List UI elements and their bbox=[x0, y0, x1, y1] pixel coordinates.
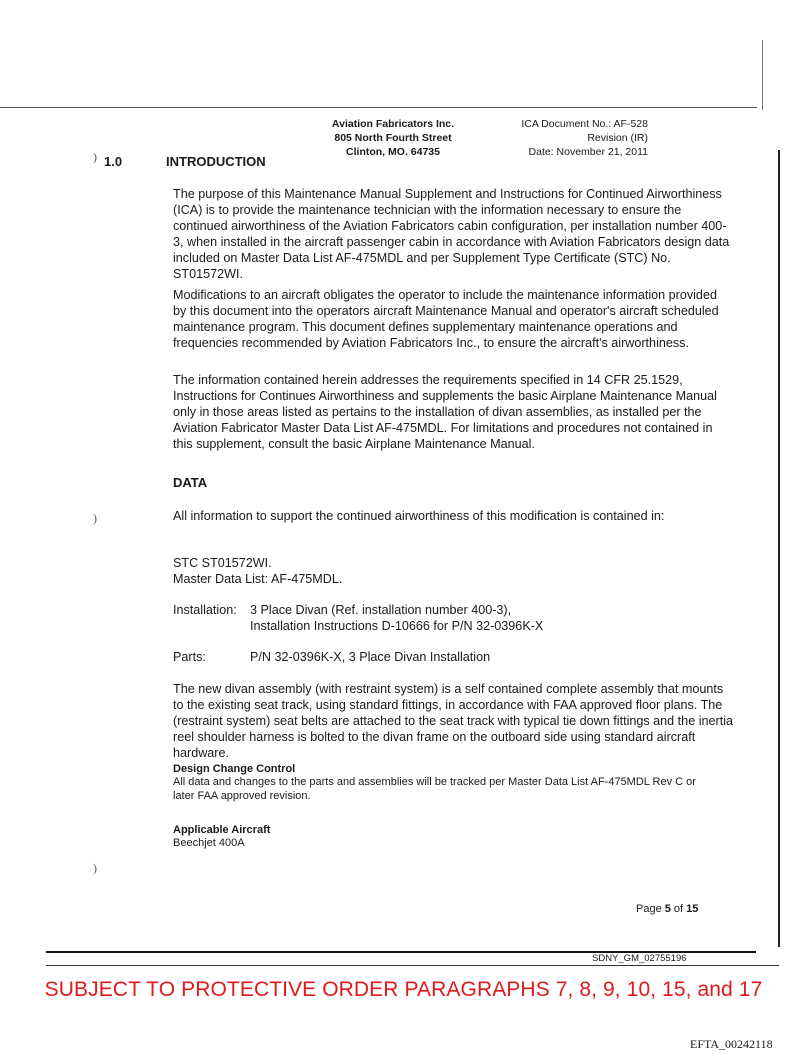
page-number bbox=[636, 903, 698, 915]
margin-mark: ) bbox=[93, 511, 97, 525]
page-of: of bbox=[670, 903, 687, 915]
paragraph-text: The purpose of this Maintenance Manual Supplement and Instructions for Continued Airworthiness (ICA) is to provide the maintenance technician with the information necessary to ensure the continued airworthiness of the Aviation Fabricators cabin configuration, per installation number 400-3, when installed in the aircraft passenger cabin in accordance with Aviation Fabricators design data included on Master Data List AF-475MDL and per Supplement Type Certificate (STC) No. ST01572WI. bbox=[173, 187, 730, 281]
protective-order-banner: SUBJECT TO PROTECTIVE ORDER PARAGRAPHS 7, 8, 9, 10, 15, and 17 bbox=[44, 978, 763, 1001]
installation-label: Installation: bbox=[173, 603, 237, 617]
paragraph-text: All information to support the continued airworthiness of this modification is contained in: bbox=[173, 509, 665, 523]
section-title: INTRODUCTION bbox=[166, 154, 266, 169]
page-total: 15 bbox=[686, 903, 699, 915]
data-heading: DATA bbox=[173, 475, 208, 490]
applicable-aircraft-text: Beechjet 400A bbox=[173, 837, 245, 849]
parts-label: Parts: bbox=[173, 650, 206, 664]
installation-row bbox=[173, 602, 733, 634]
parts-detail: P/N 32-0396K-X, 3 Place Divan Installation bbox=[250, 650, 491, 664]
data-lead-paragraph bbox=[173, 508, 733, 524]
document-revision: Revision (IR) bbox=[587, 132, 648, 144]
mdl-reference: Master Data List: AF-475MDL. bbox=[173, 572, 343, 586]
company-address-block bbox=[313, 117, 473, 159]
scan-edge-right bbox=[778, 150, 780, 947]
section-number: 1.0 bbox=[104, 154, 123, 169]
footer-rule-thin bbox=[46, 965, 779, 966]
paragraph-text: The new divan assembly (with restraint system) is a self contained complete assembly that mounts to the existing seat track, using standard fittings, in accordance with FAA approved floor plans. The (restraint system) seat belts are attached to the seat track with typical tie down fittings and the inertia reel shoulder harness is bolted to the divan frame on the outboard side using standard aircraft hardware. bbox=[173, 682, 733, 760]
company-city: Clinton, MO. 64735 bbox=[346, 146, 440, 158]
document-info-block bbox=[478, 117, 648, 159]
intro-paragraph-requirements bbox=[173, 372, 733, 452]
company-street: 805 North Fourth Street bbox=[334, 132, 452, 144]
stc-reference: STC ST01572WI. bbox=[173, 556, 272, 570]
design-change-heading: Design Change Control bbox=[173, 763, 296, 775]
page-current: 5 bbox=[664, 903, 671, 915]
paragraph-text: The information contained herein addresses the requirements specified in 14 CFR 25.1529, Instructions for Continues Airworthiness and supplements the basic Airplane Maintenance Manual only in those areas listed as pertains to the installation of divan assemblies, as installed per the Aviation Fabricator Master Data List AF-475MDL. For limitations and procedures not contained in this supplement, consult the basic Airplane Maintenance Manual. bbox=[173, 373, 717, 451]
margin-mark: ) bbox=[93, 861, 97, 875]
scan-edge-top bbox=[762, 40, 763, 110]
paragraph-text: Modifications to an aircraft obligates the operator to include the maintenance information provided by this document into the operators aircraft Maintenance Manual and operator's aircraft scheduled maintenance program. This document defines supplementary maintenance operations and frequencies recommended by Aviation Fabricators Inc., to ensure the aircraft's airworthiness. bbox=[173, 288, 719, 350]
company-name: Aviation Fabricators Inc. bbox=[331, 118, 455, 130]
bates-number: SDNY_GM_02755196 bbox=[592, 953, 687, 964]
design-change-text: All data and changes to the parts and assemblies will be tracked per Master Data List AF-475MDL Rev C or later FAA approved revision. bbox=[173, 776, 696, 802]
document-date: Date: November 21, 2011 bbox=[528, 146, 648, 158]
page-prefix: Page bbox=[636, 903, 665, 915]
installation-detail bbox=[250, 602, 720, 634]
installation-line: Installation Instructions D-10666 for P/N 32-0396K-X bbox=[250, 619, 544, 633]
parts-row bbox=[173, 649, 733, 665]
document-number: ICA Document No.: AF-528 bbox=[521, 118, 648, 130]
applicable-aircraft-heading: Applicable Aircraft bbox=[173, 824, 271, 836]
intro-paragraph-purpose bbox=[173, 186, 733, 282]
intro-paragraph-modifications bbox=[173, 287, 733, 351]
installation-line: 3 Place Divan (Ref. installation number 400-3), bbox=[250, 603, 512, 617]
data-references bbox=[173, 555, 733, 587]
efta-number: EFTA_00242118 bbox=[690, 1037, 773, 1051]
divan-description-paragraph bbox=[173, 681, 733, 761]
margin-mark: ) bbox=[93, 150, 97, 164]
header-rule bbox=[0, 107, 757, 108]
